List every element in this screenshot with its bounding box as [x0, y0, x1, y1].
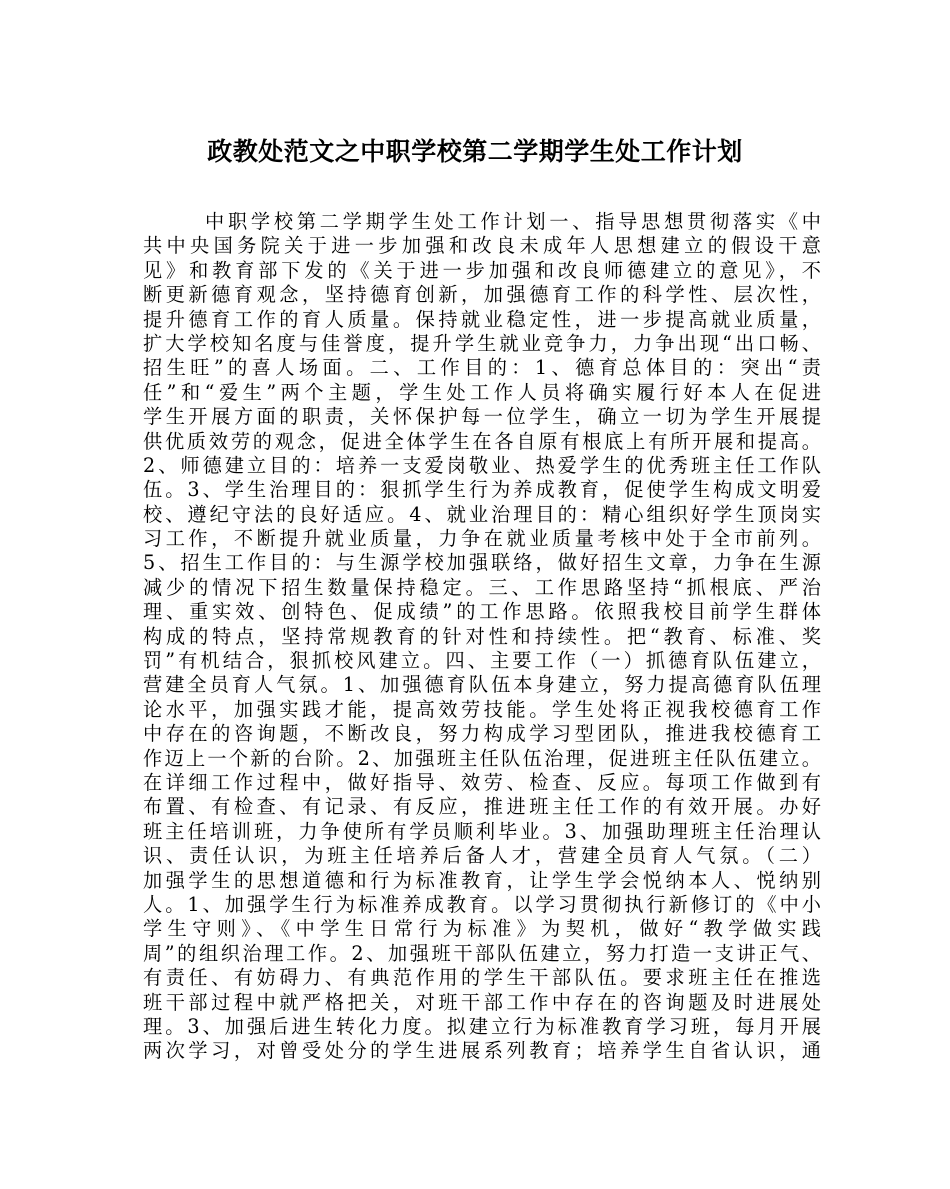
- body-text-line: 任”和“爱生”两个主题，学生处工作人员将确实履行好本人在促进: [143, 380, 821, 404]
- body-text-line: 理。3、加强后进生转化力度。拟建立行为标准教育学习班，每月开展: [143, 1014, 821, 1038]
- body-text-line: 中存在的咨询题，不断改良，努力构成学习型团队，推进我校德育工: [143, 722, 821, 746]
- body-text-line: 习工作，不断提升就业质量，力争在就业质量考核中处于全市前列。: [143, 527, 821, 551]
- body-text-line: 扩大学校知名度与佳誉度，提升学生就业竞争力，力争出现“出口畅、: [143, 331, 821, 355]
- body-text-line: 断更新德育观念，坚持德育创新，加强德育工作的科学性、层次性，: [143, 283, 821, 307]
- body-text-line: 布置、有检查、有记录、有反应，推进班主任工作的有效开展。办好: [143, 795, 821, 819]
- body-text-line: 营建全员育人气氛。1、加强德育队伍本身建立，努力提高德育队伍理: [143, 673, 821, 697]
- document-body: [143, 210, 821, 1064]
- body-text-line: 2、师德建立目的：培养一支爱岗敬业、热爱学生的优秀班主任工作队: [143, 453, 821, 477]
- body-text-line: 作迈上一个新的台阶。2、加强班主任队伍治理，促进班主任队伍建立。: [143, 746, 821, 770]
- body-text-line: 构成的特点，坚持常规教育的针对性和持续性。把“教育、标准、奖: [143, 624, 821, 648]
- body-text-line: 中职学校第二学期学生处工作计划一、指导思想贯彻落实《中: [205, 210, 821, 233]
- body-text-line: 共中央国务院关于进一步加强和改良未成年人思想建立的假设干意: [143, 234, 821, 258]
- body-text-line: 学生守则》、《中学生日常行为标准》为契机，做好“教学做实践: [143, 917, 821, 941]
- body-text-line: 罚”有机结合，狠抓校风建立。四、主要工作（一）抓德育队伍建立，: [143, 649, 821, 673]
- body-text-line: 识、责任认识，为班主任培养后备人才，营建全员育人气氛。（二）: [143, 844, 821, 868]
- body-text-line: 论水平，加强实践才能，提高效劳技能。学生处将正视我校德育工作: [143, 697, 821, 721]
- document-title: 政教处范文之中职学校第二学期学生处工作计划: [207, 137, 743, 166]
- body-text-line: 在详细工作过程中，做好指导、效劳、检查、反应。每项工作做到有: [143, 770, 821, 794]
- body-text-line: 班主任培训班，力争使所有学员顺利毕业。3、加强助理班主任治理认: [143, 819, 821, 843]
- body-text-line: 班干部过程中就严格把关，对班干部工作中存在的咨询题及时进展处: [143, 990, 821, 1014]
- body-text-line: 周”的组织治理工作。2、加强班干部队伍建立，努力打造一支讲正气、: [143, 941, 821, 965]
- body-text-line: 减少的情况下招生数量保持稳定。三、工作思路坚持“抓根底、严治: [143, 575, 821, 599]
- body-text-line: 校、遵纪守法的良好适应。4、就业治理目的：精心组织好学生顶岗实: [143, 502, 821, 526]
- body-text-line: 两次学习，对曾受处分的学生进展系列教育；培养学生自省认识，通: [143, 1039, 821, 1063]
- body-text-line: 伍。3、学生治理目的：狠抓学生行为养成教育，促使学生构成文明爱: [143, 478, 821, 502]
- body-text-line: 见》和教育部下发的《关于进一步加强和改良师德建立的意见》，不: [143, 258, 821, 282]
- body-text-line: 学生开展方面的职责，关怀保护每一位学生，确立一切为学生开展提: [143, 405, 821, 429]
- body-text-line: 加强学生的思想道德和行为标准教育，让学生学会悦纳本人、悦纳别: [143, 868, 821, 892]
- body-text-line: 有责任、有妨碍力、有典范作用的学生干部队伍。要求班主任在推选: [143, 966, 821, 990]
- body-text-line: 供优质效劳的观念，促进全体学生在各自原有根底上有所开展和提高。: [143, 429, 821, 453]
- body-text-line: 人。1、加强学生行为标准养成教育。以学习贯彻执行新修订的《中小: [143, 892, 821, 916]
- body-text-line: 提升德育工作的育人质量。保持就业稳定性，进一步提高就业质量，: [143, 307, 821, 331]
- body-text-line: 理、重实效、创特色、促成绩”的工作思路。依照我校目前学生群体: [143, 600, 821, 624]
- body-text-line: 招生旺”的喜人场面。二、工作目的：1、德育总体目的：突出“责: [143, 356, 821, 380]
- body-text-line: 5、招生工作目的：与生源学校加强联络，做好招生文章，力争在生源: [143, 551, 821, 575]
